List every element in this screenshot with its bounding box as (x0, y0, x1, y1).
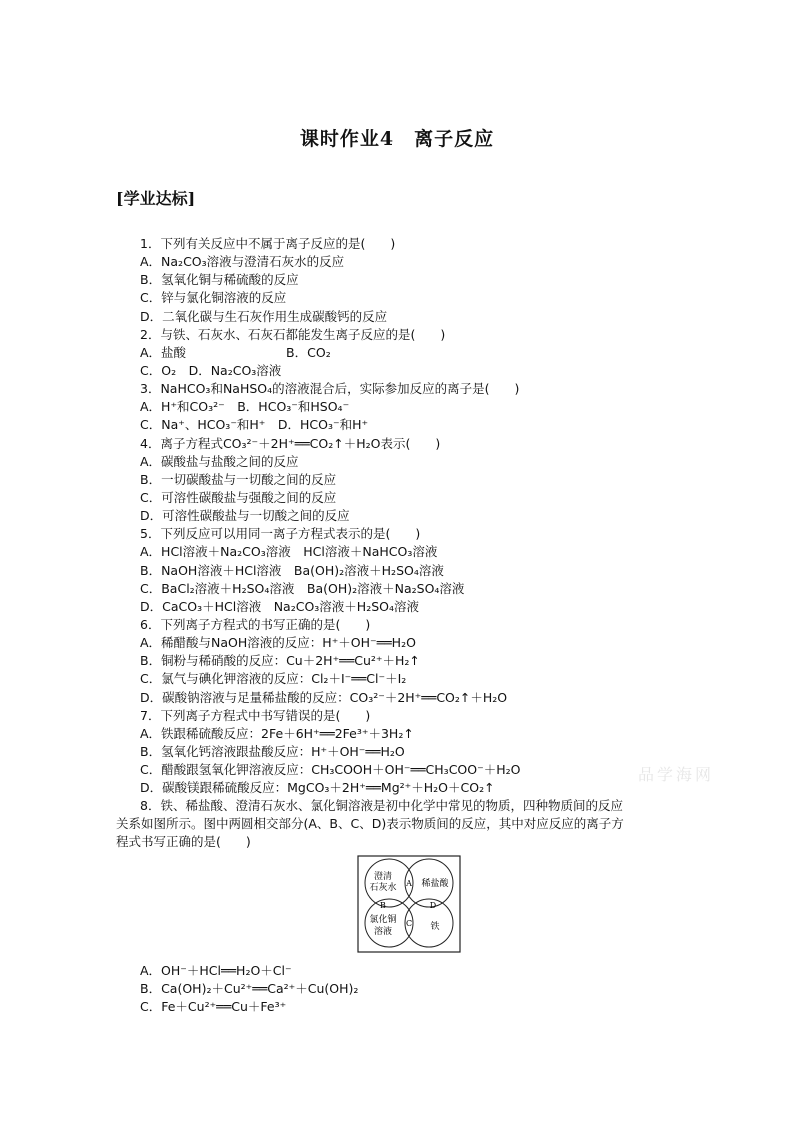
question-8-line-3: 程式书写正确的是( ) (116, 834, 251, 850)
label-copper-chloride-1: 氯化铜 (369, 915, 397, 925)
option-line: D．碳酸钠溶液与足量稀盐酸的反应：CO₃²⁻＋2H⁺══CO₂↑＋H₂O (140, 689, 508, 705)
option-line: B．氢氧化铜与稀硫酸的反应 (140, 272, 299, 288)
option-line: A．Na₂CO₃溶液与澄清石灰水的反应 (140, 254, 345, 270)
watermark: 品学海网 (638, 765, 715, 784)
question-line: 1．下列有关反应中不属于离子反应的是( ) (140, 236, 396, 251)
page-title: 课时作业4 离子反应 (299, 128, 495, 150)
q8-option-c: C．Fe＋Cu²⁺══Cu＋Fe³⁺ (140, 999, 287, 1014)
question-list (140, 235, 700, 797)
option-line: C．可溶性碳酸盐与强酸之间的反应 (140, 489, 337, 505)
section-heading: [学业达标] (116, 189, 196, 208)
option-line: A．碳酸盐与盐酸之间的反应 (140, 453, 299, 469)
option-line: B．NaOH溶液＋HCl溶液 Ba(OH)₂溶液＋H₂SO₄溶液 (140, 562, 444, 578)
option-line: C．醋酸跟氢氧化钾溶液反应：CH₃COOH＋OH⁻══CH₃COO⁻＋H₂O (140, 762, 521, 778)
question-line: 4．离子方程式CO₃²⁻＋2H⁺══CO₂↑＋H₂O表示( ) (140, 435, 441, 451)
option-line: A．H⁺和CO₃²⁻ B．HCO₃⁻和HSO₄⁻ (140, 399, 350, 415)
label-d: D (429, 901, 437, 910)
label-a: A (406, 879, 412, 888)
label-b: B (380, 901, 386, 910)
question-8-line-2: 关系如图所示。图中两圆相交部分(A、B、C、D)表示物质间的反应，其中对应反应的离子方 (116, 816, 624, 832)
option-line: D．CaCO₃＋HCl溶液 Na₂CO₃溶液＋H₂SO₄溶液 (140, 598, 419, 614)
question-line: 7．下列离子方程式中书写错误的是( ) (140, 707, 371, 723)
option-line: A．稀醋酸与NaOH溶液的反应：H⁺＋OH⁻══H₂O (140, 635, 416, 651)
q8-option-a: A．OH⁻＋HCl══H₂O＋Cl⁻ (140, 963, 292, 978)
label-iron: 铁 (430, 922, 440, 932)
option-line: A．盐酸 B．CO₂ (140, 344, 331, 360)
venn-diagram (357, 855, 461, 953)
label-limewater-2: 石灰水 (369, 883, 397, 893)
option-line: A．HCl溶液＋Na₂CO₃溶液 HCl溶液＋NaHCO₃溶液 (140, 544, 438, 560)
option-line: B．一切碳酸盐与一切酸之间的反应 (140, 471, 337, 487)
label-hydrochloric-acid: 稀盐酸 (421, 879, 449, 889)
q8-option-b: B．Ca(OH)₂＋Cu²⁺══Ca²⁺＋Cu(OH)₂ (140, 981, 359, 996)
question-line: 2．与铁、石灰水、石灰石都能发生离子反应的是( ) (140, 326, 446, 342)
question-8-stem (116, 797, 686, 852)
option-line: D．可溶性碳酸盐与一切酸之间的反应 (140, 508, 350, 524)
option-line: C．氯气与碘化钾溶液的反应：Cl₂＋I⁻══Cl⁻＋I₂ (140, 671, 407, 687)
question-line: 3．NaHCO₃和NaHSO₄的溶液混合后，实际参加反应的离子是( ) (140, 381, 520, 397)
option-line: C．O₂ D．Na₂CO₃溶液 (140, 362, 282, 378)
question-line: 5．下列反应可以用同一离子方程式表示的是( ) (140, 526, 421, 542)
option-line: A．铁跟稀硫酸反应：2Fe＋6H⁺══2Fe³⁺＋3H₂↑ (140, 725, 414, 741)
label-copper-chloride-2: 溶液 (373, 927, 393, 937)
option-line: C．BaCl₂溶液＋H₂SO₄溶液 Ba(OH)₂溶液＋Na₂SO₄溶液 (140, 580, 465, 596)
label-c: C (405, 919, 413, 928)
question-8-line-1: 8．铁、稀盐酸、澄清石灰水、氯化铜溶液是初中化学中常见的物质，四种物质间的反应 (140, 798, 623, 813)
option-line: C．Na⁺、HCO₃⁻和H⁺ D．HCO₃⁻和H⁺ (140, 417, 369, 433)
option-line: D．碳酸镁跟稀硫酸反应：MgCO₃＋2H⁺══Mg²⁺＋H₂O＋CO₂↑ (140, 780, 495, 796)
label-limewater-1: 澄清 (373, 872, 393, 882)
option-line: B．铜粉与稀硝酸的反应：Cu＋2H⁺══Cu²⁺＋H₂↑ (140, 653, 420, 669)
option-line: C．锌与氯化铜溶液的反应 (140, 290, 287, 306)
option-line: D．二氧化碳与生石灰作用生成碳酸钙的反应 (140, 308, 388, 324)
option-line: B．氢氧化钙溶液跟盐酸反应：H⁺＋OH⁻══H₂O (140, 743, 405, 759)
question-line: 6．下列离子方程式的书写正确的是( ) (140, 616, 371, 632)
